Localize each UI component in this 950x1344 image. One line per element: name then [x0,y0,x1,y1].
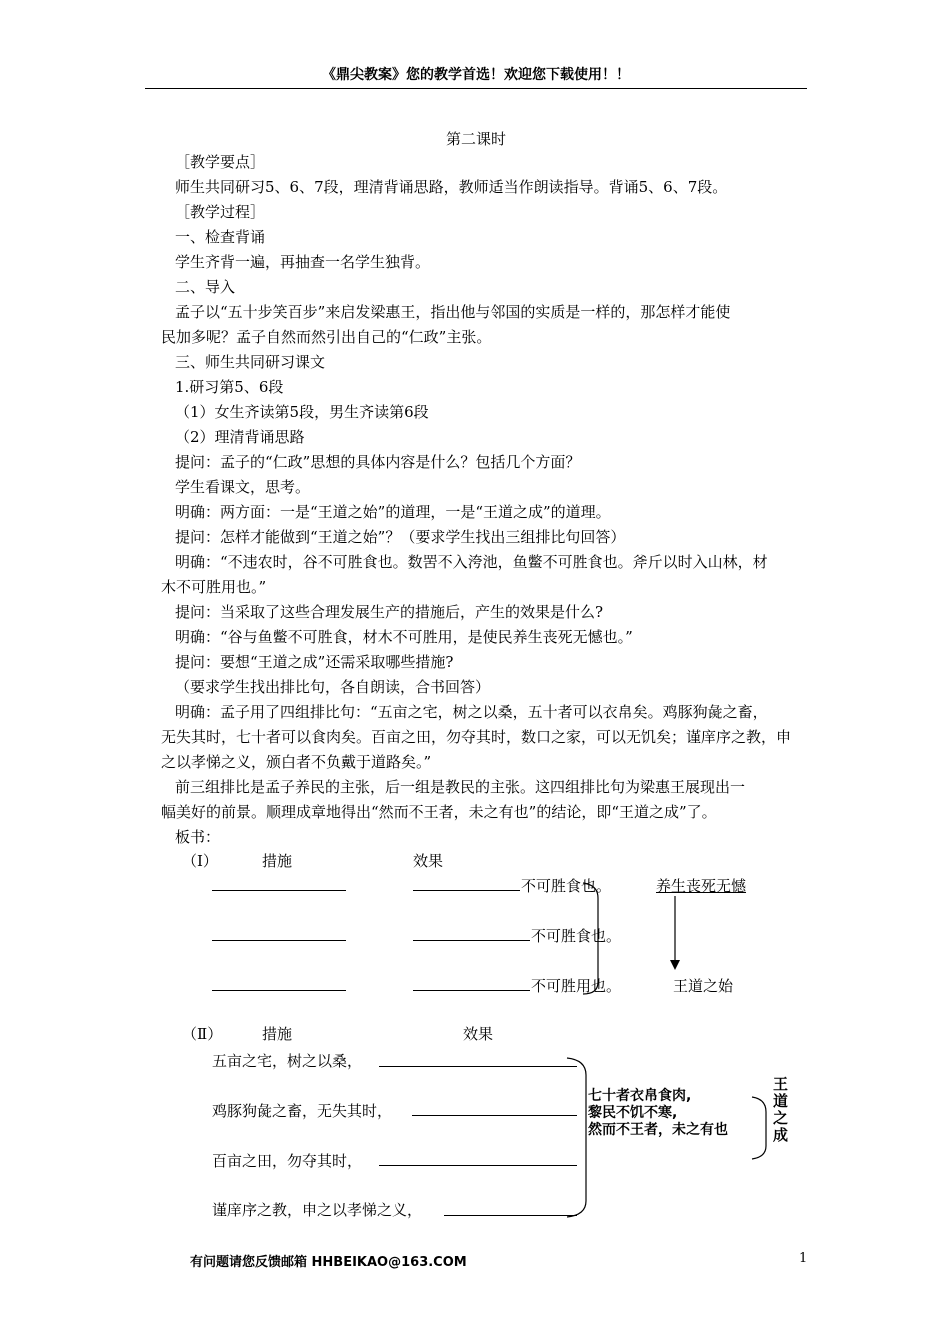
para-16: 明确：“不违农时，谷不可胜食也。数罟不入洿池，鱼鳖不可胜食也。斧斤以时入山林，材 [175,553,768,571]
para-17: 木不可胜用也。” [161,578,267,596]
board1-result-bottom: 王道之始 [673,977,734,995]
board2-result: 王道之成 [773,1075,789,1144]
para-20: 提问：要想“王道之成”还需采取哪些措施? [175,653,454,671]
board1-brace [583,883,598,994]
para-24: 之以孝悌之义，颁白者不负戴于道路矣。” [161,753,432,771]
board2-col-measures: 措施 [262,1025,293,1043]
para-6: 孟子以“五十步笑百步”来启发梁惠王，指出他与邻国的实质是一样的，那怎样才能使 [175,303,731,321]
board2-blank-4 [444,1215,577,1216]
para-19: 明确：“谷与鱼鳖不可胜食，材木不可胜用，是使民养生丧死无憾也。” [175,628,633,646]
board2-effect-2: 黎民不饥不寒, [588,1105,678,1121]
board1-col-effects: 效果 [413,852,444,870]
board1-row-1: 不可胜食也。 [521,877,612,895]
para-7: 民加多呢？孟子自然而然引出自己的“仁政”主张。 [161,328,492,346]
board1-label: （Ⅰ） [182,852,218,870]
para-22: 明确：孟子用了四组排比句：“五亩之宅，树之以桑，五十者可以衣帛矣。鸡豚狗彘之畜， [175,703,768,721]
para-27: 板书： [175,828,221,846]
para-18: 提问：当采取了这些合理发展生产的措施后，产生的效果是什么? [175,603,604,621]
para-12: 提问：孟子的“仁政”思想的具体内容是什么？包括几个方面？ [175,453,581,471]
para-15: 提问：怎样才能做到“王道之始”？（要求学生找出三组排比句回答） [175,528,626,546]
board1-col-measures: 措施 [262,852,293,870]
board2-right-brace [752,1097,766,1159]
board2-effect-1: 七十者衣帛食肉, [588,1088,692,1104]
para-21: （要求学生找出排比句，各自朗读，合书回答） [175,678,491,696]
board1-arrow-head [670,960,680,970]
board2-row-3: 百亩之田，勿夺其时， [212,1152,363,1170]
para-5: 二、导入 [175,278,236,296]
board1-row-3: 不可胜用也。 [531,977,622,995]
para-2: ［教学过程］ [175,203,266,221]
para-10: （1）女生齐读第5段，男生齐读第6段 [175,403,429,421]
para-1: 师生共同研习5、6、7段，理清背诵思路，教师适当作朗读指导。背诵5、6、7段。 [175,178,728,196]
board2-col-effects: 效果 [463,1025,494,1043]
para-26: 幅美好的前景。顺理成章地得出“然而不王者，未之有也”的结论，即“王道之成”了。 [161,803,717,821]
para-23: 无失其时，七十者可以食肉矣。百亩之田，勿夺其时，数口之家，可以无饥矣；谨庠序之教，申 [161,728,792,746]
board2-blank-3 [379,1165,577,1166]
page-footer: 有问题请您反馈邮箱 HHBEIKAO@163.COM [190,1255,467,1270]
para-25: 前三组排比是孟子养民的主张，后一组是教民的主张。这四组排比句为梁惠王展现出一 [175,778,746,796]
para-8: 三、师生共同研习课文 [175,353,326,371]
board2-row-2: 鸡豚狗彘之畜，无失其时， [212,1102,393,1120]
board2-blank-2 [412,1115,577,1116]
board2-row-4: 谨庠序之教，申之以孝悌之义， [212,1201,423,1219]
page-title: 第二课时 [445,130,506,148]
board1-result-top: 养生丧死无憾 [656,877,747,895]
board1-row-2: 不可胜食也。 [531,927,622,945]
para-11: （2）理清背诵思路 [175,428,305,446]
board2-blank-1 [379,1066,577,1067]
para-14: 明确：两方面：一是“王道之始”的道理，一是“王道之成”的道理。 [175,503,611,521]
para-13: 学生看课文，思考。 [175,478,311,496]
page-number: 1 [799,1251,808,1266]
board2-row-1: 五亩之宅，树之以桑， [212,1052,363,1070]
page-header: 《鼎尖教案》您的教学首选！欢迎您下载使用！！ [145,64,807,89]
para-4: 学生齐背一遍，再抽查一名学生独背。 [175,253,431,271]
para-9: 1.研习第5、6段 [175,378,284,396]
board2-brace [567,1058,586,1217]
para-3: 一、检查背诵 [175,228,266,246]
board2-label: （Ⅱ） [182,1025,223,1043]
board2-effect-3: 然而不王者，未之有也 [588,1122,728,1138]
para-0: ［教学要点］ [175,153,266,171]
